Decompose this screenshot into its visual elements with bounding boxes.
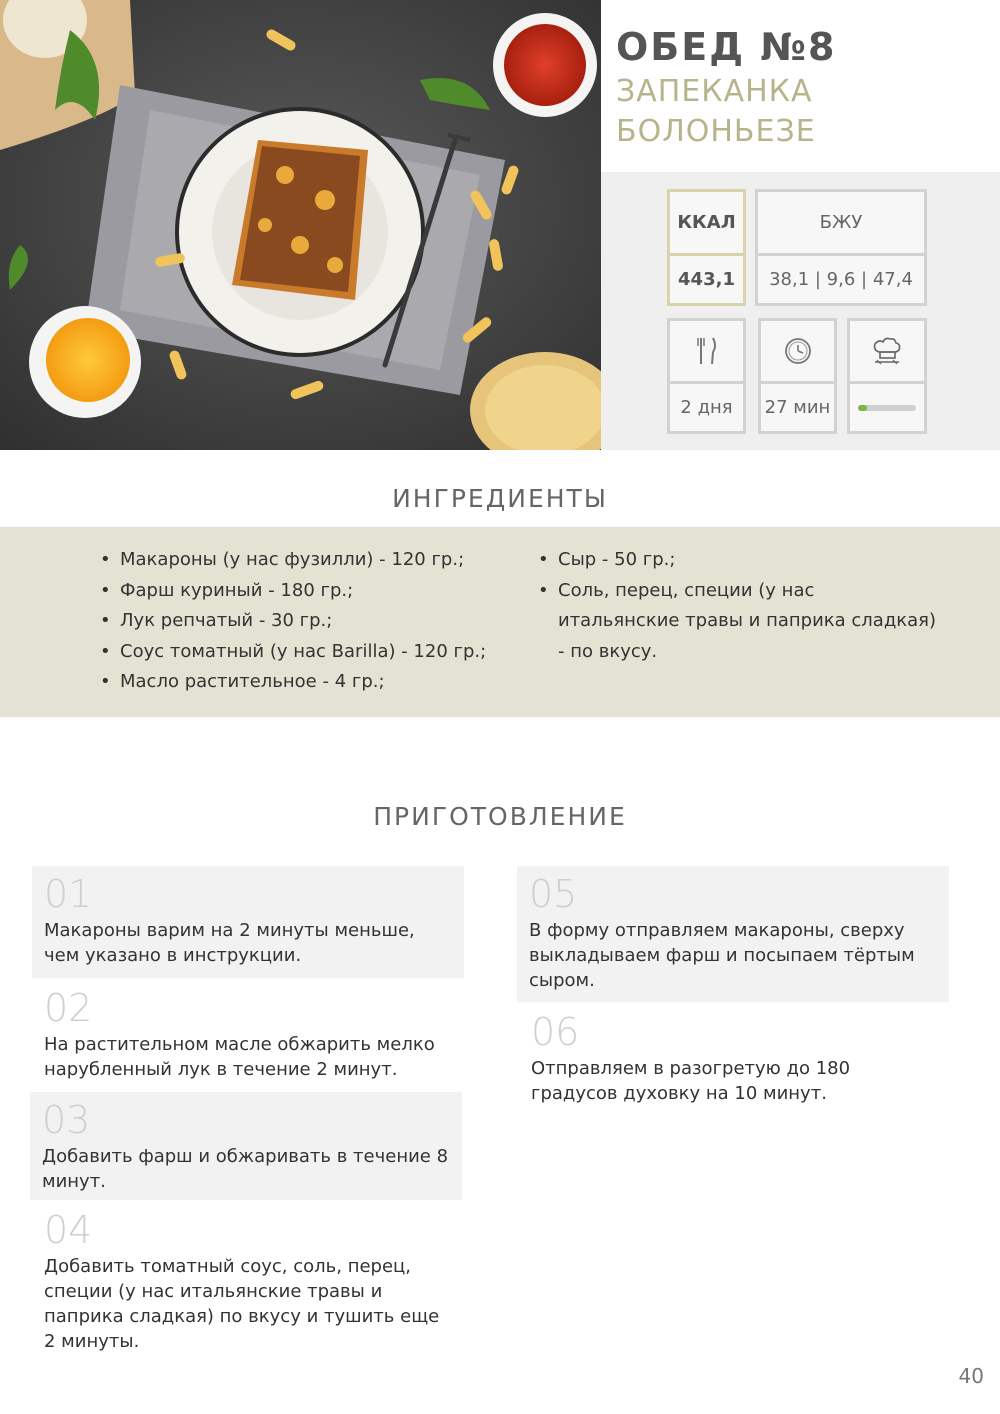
list-item: • Макароны (у нас фузилли) - 120 гр.;: [100, 545, 520, 576]
step-text: В форму отправляем макароны, сверху выкладываем фарш и посыпаем тёртым сыром.: [529, 920, 915, 991]
step-number: 06: [531, 1010, 580, 1054]
step-number: 01: [44, 872, 93, 916]
step-04: [32, 1202, 464, 1362]
step-03: [30, 1092, 462, 1200]
title-block: [616, 24, 996, 152]
step-number: 04: [44, 1208, 93, 1252]
step-number: 02: [44, 986, 93, 1030]
list-item: • Соус томатный (у нас Barilla) - 120 гр.;: [100, 637, 520, 668]
list-item: • Сыр - 50 гр.;: [538, 545, 938, 576]
ingredients-list-right: [538, 545, 938, 667]
difficulty-bar: [858, 405, 916, 411]
bju-label: БЖУ: [755, 189, 927, 256]
step-05: [517, 866, 949, 1002]
step-text: Макароны варим на 2 минуты меньше, чем указано в инструкции.: [44, 920, 415, 966]
difficulty-bar-fill: [858, 405, 867, 411]
step-06: [519, 1004, 951, 1114]
step-text: На растительном масле обжарить мелко нарубленный лук в течение 2 минут.: [44, 1034, 435, 1080]
page-number: 40: [958, 1364, 984, 1388]
ingredients-title: ИНГРЕДИЕНТЫ: [392, 484, 608, 513]
list-item: • Соль, перец, специи (у нас итальянские травы и паприка сладкая) - по вкусу.: [538, 576, 938, 668]
difficulty-bar-cell: [847, 381, 927, 434]
storage-value: 2 дня: [667, 381, 746, 434]
step-01: [32, 866, 464, 978]
step-number: 03: [42, 1098, 91, 1142]
kcal-label: ККАЛ: [667, 189, 746, 256]
step-number: 05: [529, 872, 578, 916]
clock-icon: [758, 318, 837, 384]
step-text: Добавить томатный соус, соль, перец, специи (у нас итальянские травы и паприка сладкая) по вкусу и тушить еще 2 минуты.: [44, 1256, 440, 1352]
list-item: • Лук репчатый - 30 гр.;: [100, 606, 520, 637]
step-text: Добавить фарш и обжаривать в течение 8 минут.: [42, 1146, 449, 1192]
list-item: • Масло растительное - 4 гр.;: [100, 667, 520, 698]
meal-number: ОБЕД №8: [616, 25, 837, 69]
kcal-value: 443,1: [667, 253, 746, 306]
preparation-title: ПРИГОТОВЛЕНИЕ: [373, 802, 627, 831]
ingredients-band: [0, 527, 1000, 717]
chef-hat-icon: [847, 318, 927, 384]
step-text: Отправляем в разогретую до 180 градусов духовку на 10 минут.: [531, 1058, 851, 1104]
bju-value: 38,1 | 9,6 | 47,4: [755, 253, 927, 306]
time-value: 27 мин: [758, 381, 837, 434]
list-item: • Фарш куриный - 180 гр.;: [100, 576, 520, 607]
dish-name: ЗАПЕКАНКА БОЛОНЬЕЗЕ: [616, 74, 816, 149]
ingredients-list-left: [100, 545, 520, 698]
cutlery-icon: [667, 318, 746, 384]
dish-photo: [0, 0, 601, 450]
nutrition-panel: [601, 172, 1000, 450]
step-02: [32, 980, 464, 1090]
